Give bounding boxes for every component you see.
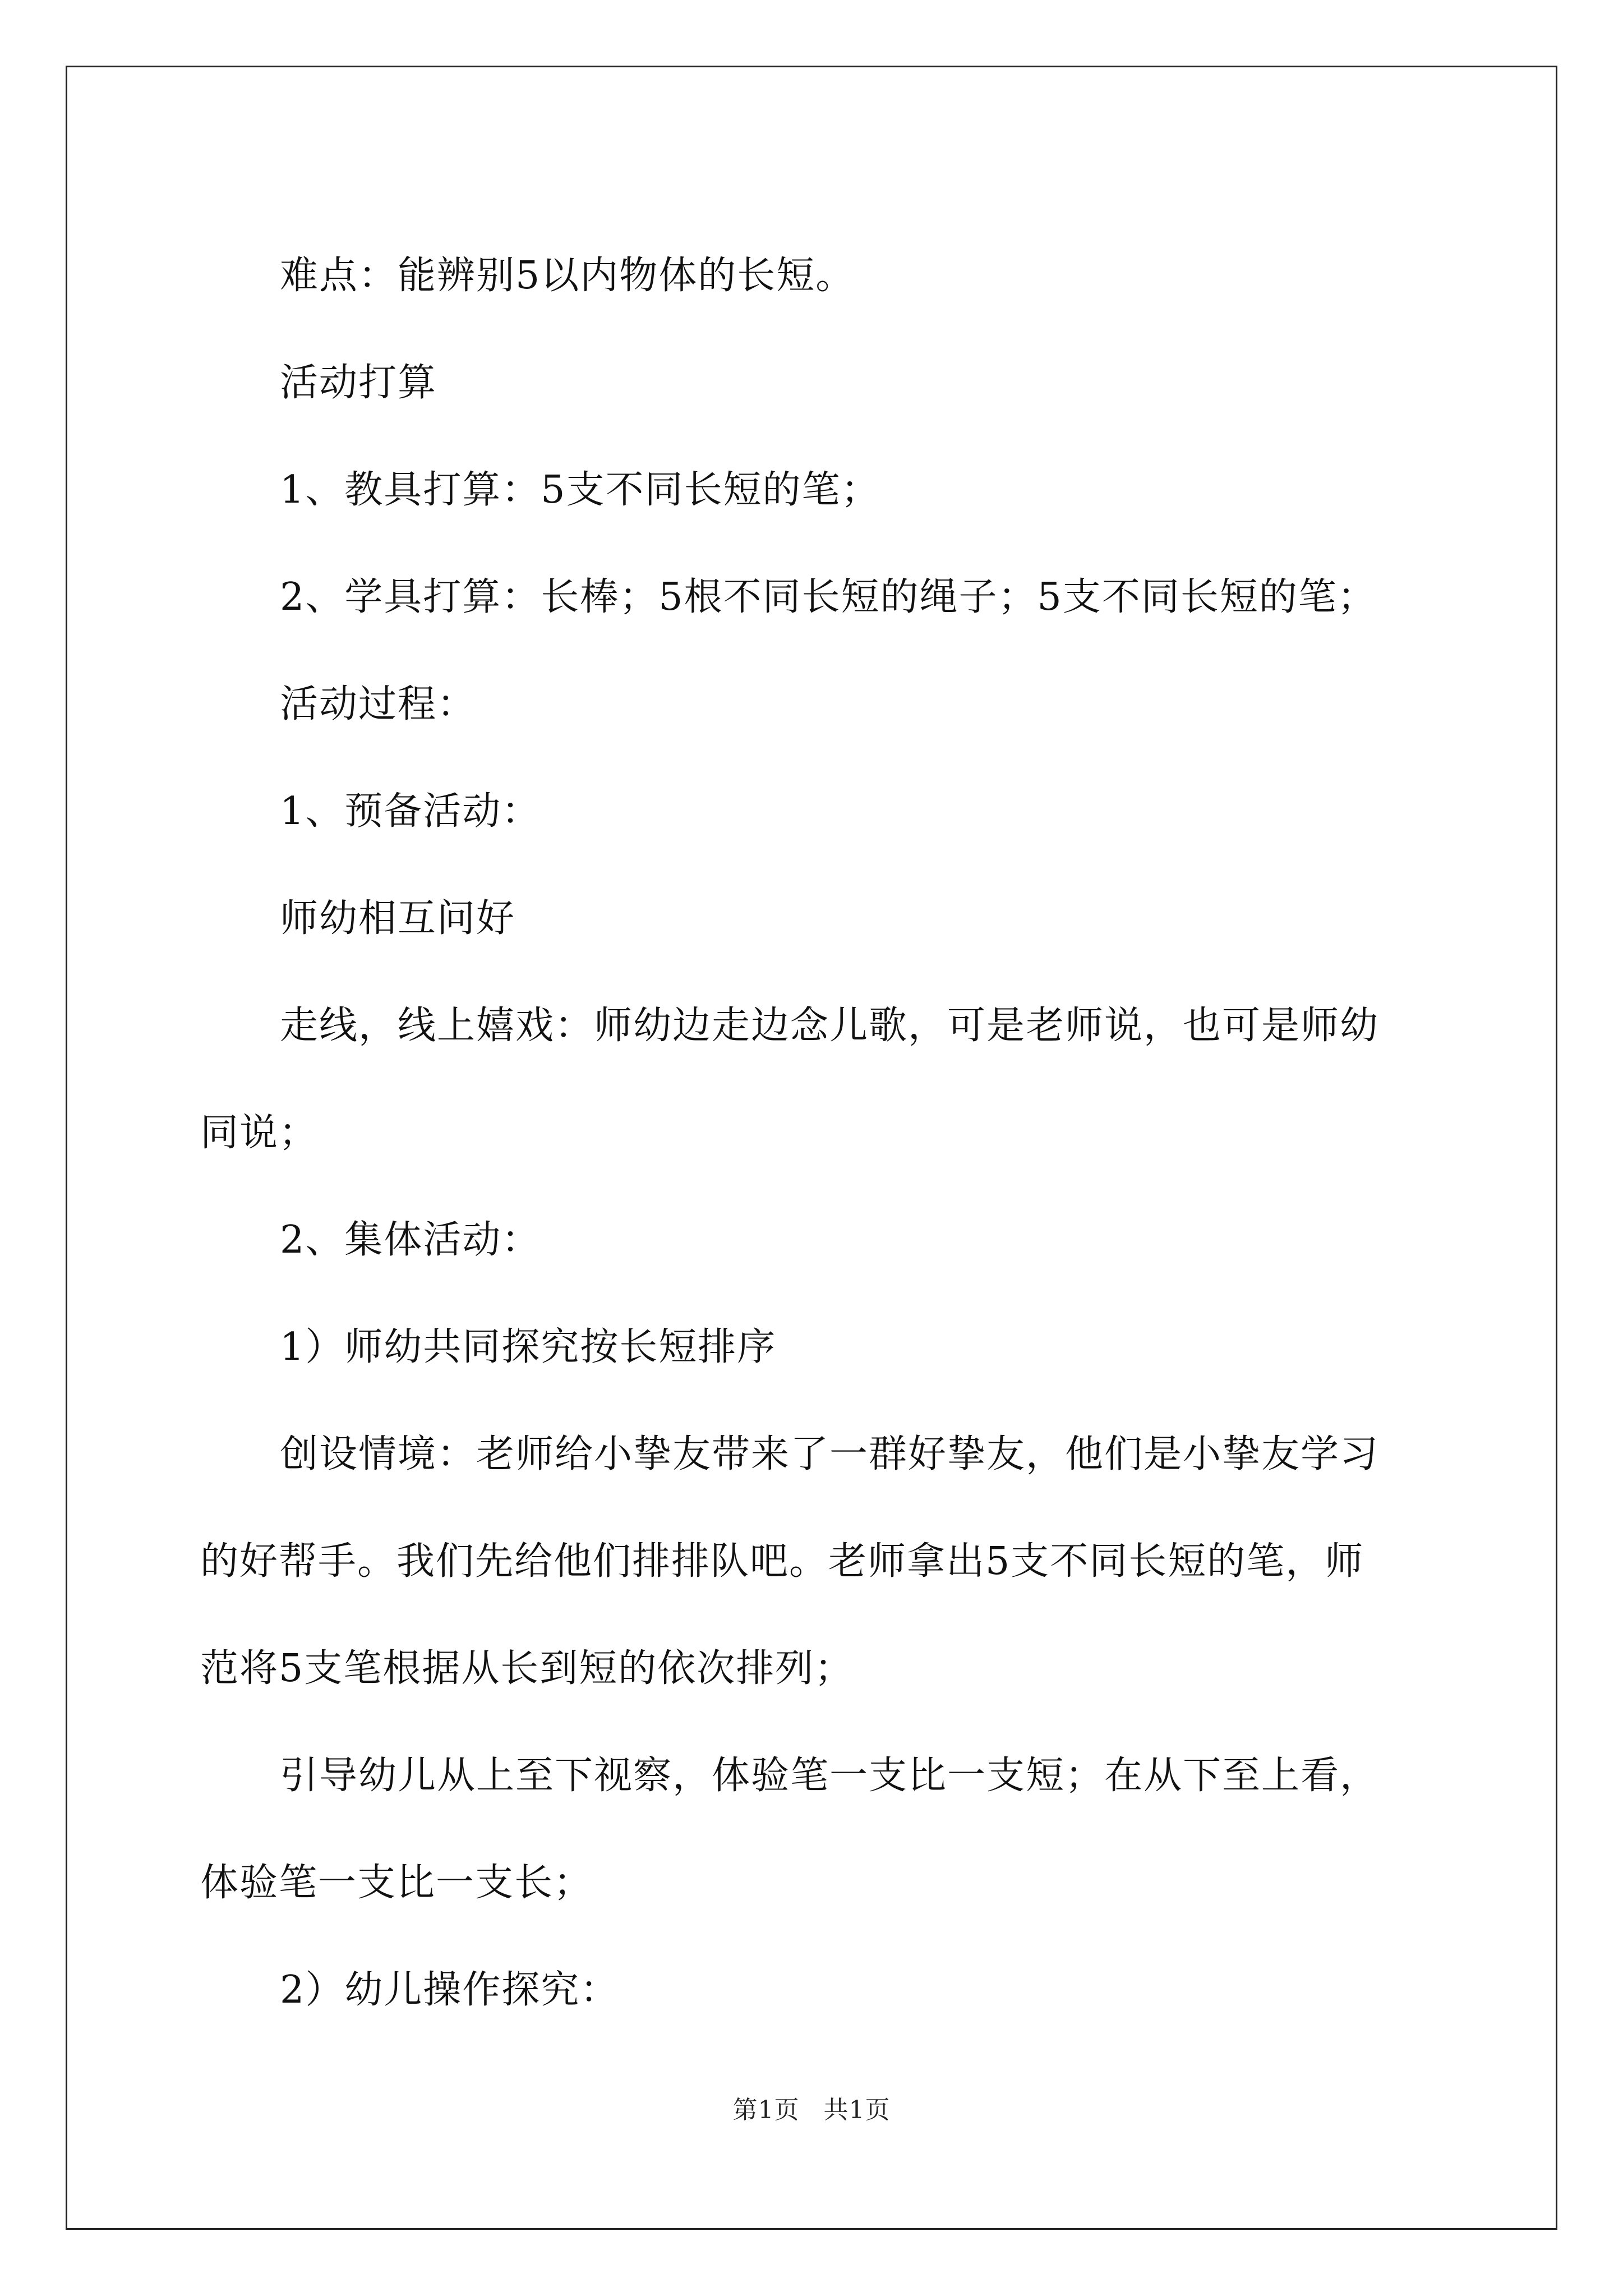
paragraph (200, 436, 1428, 544)
paragraph (200, 651, 1428, 758)
text-line: 引导幼儿从上至下视察，体验笔一支比一支短；在从下至上看， (280, 1754, 1380, 1798)
text-line: 2、集体活动： (280, 1218, 541, 1262)
text-line: 2、学具打算：长棒；5根不同长短的绳子；5支不同长短的笔； (280, 575, 1377, 619)
paragraph (200, 1401, 1428, 1722)
page-footer (0, 2090, 1623, 2125)
text-line: 师幼相互问好 (280, 896, 516, 941)
text-line: 走线，线上嬉戏：师幼边走边念儿歌，可是老师说，也可是师幼 (280, 1004, 1380, 1048)
page-number: 第1页 (732, 2096, 800, 2124)
paragraph (200, 1186, 1428, 1294)
text-line: 1）师幼共同探究按长短排序 (280, 1325, 777, 1369)
paragraph (200, 1294, 1428, 1401)
paragraph (200, 329, 1428, 436)
paragraph (200, 865, 1428, 972)
paragraph (200, 1722, 1428, 1936)
text-line: 2）幼儿操作探究： (280, 1968, 620, 2012)
paragraph (200, 972, 1428, 1186)
paragraph (200, 222, 1428, 329)
paragraph (200, 758, 1428, 865)
text-line: 的好帮手。我们先给他们排排队吧。老师拿出5支不同长短的笔，师 (200, 1539, 1364, 1584)
text-line: 范将5支笔根据从长到短的依次排列； (200, 1646, 854, 1691)
text-line: 1、预备活动： (280, 789, 541, 834)
text-line: 1、教具打算：5支不同长短的笔； (280, 468, 880, 512)
section-heading: 活动过程： (280, 682, 477, 726)
section-heading: 活动打算 (280, 361, 437, 405)
paragraph (200, 1936, 1428, 2044)
text-line: 同说； (200, 1111, 319, 1155)
text-line: 创设情境：老师给小挚友带来了一群好挚友，他们是小挚友学习 (280, 1432, 1380, 1476)
page-total: 共1页 (823, 2096, 891, 2124)
paragraph (200, 544, 1428, 651)
text-line: 体验笔一支比一支长； (200, 1861, 593, 1905)
text-line: 难点：能辨别5以内物体的长短。 (280, 254, 855, 298)
